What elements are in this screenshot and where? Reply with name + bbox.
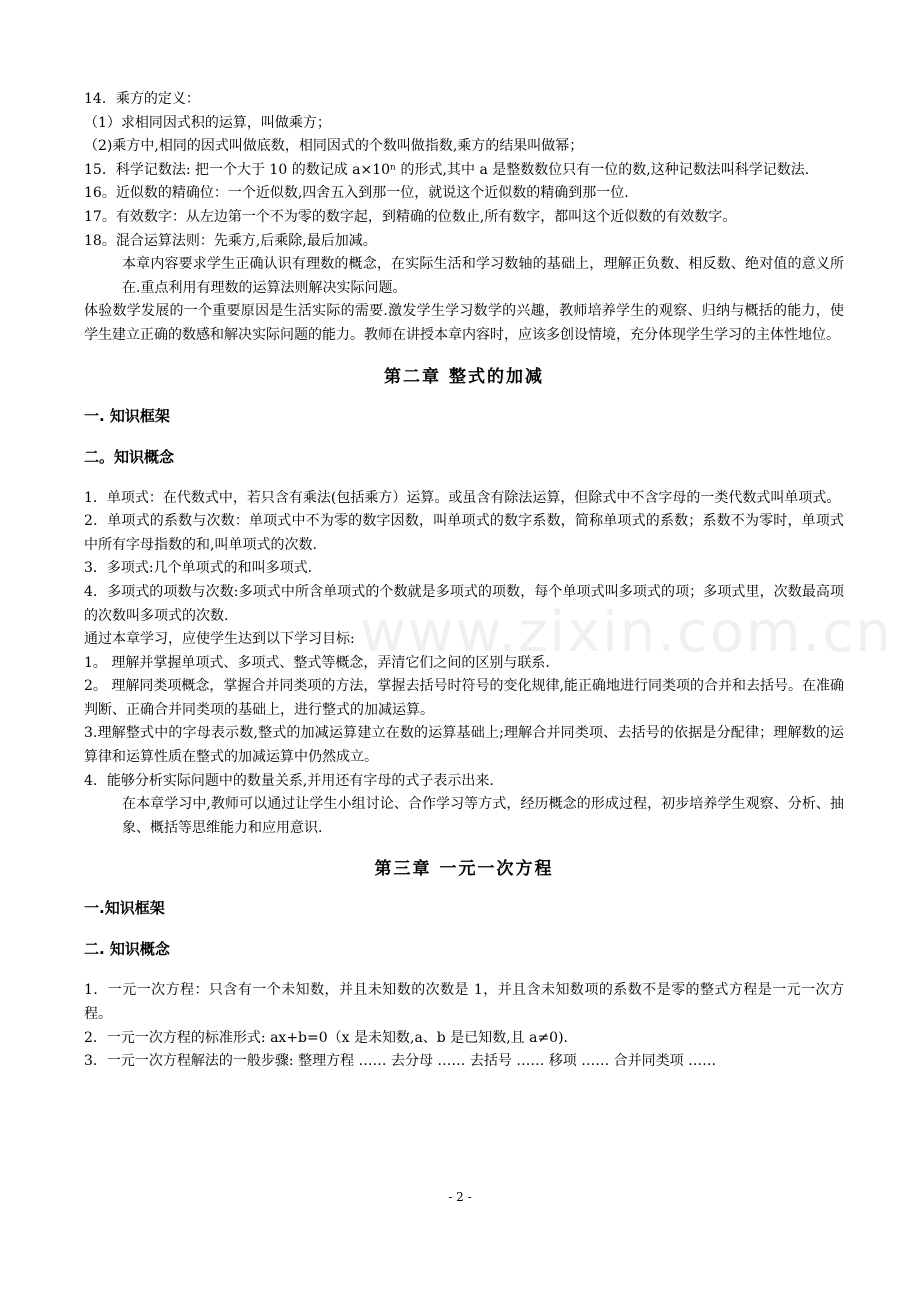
chapter2-title: 第二章 整式的加减 (384, 366, 544, 387)
ch2-summary: 在本章学习中,教师可以通过让学生小组讨论、合作学习等方式，经历概念的形成过程，初步培养学生观察、分析、抽象、概括等思维能力和应用意识. (122, 796, 844, 836)
document-page (84, 88, 844, 1074)
chapter3-concepts-heading: 二. 知识概念 (84, 940, 170, 959)
watermark: www.zixin.com.cn (360, 600, 893, 665)
ch2-goals-intro: 通过本章学习，应使学生达到以下学习目标: (84, 631, 355, 648)
para-15: 15．科学记数法: 把一个大于 10 的数记成 a×10ⁿ 的形式,其中 a 是整数数位只有一位的数,这种记数法叫科学记数法. (84, 161, 810, 178)
ch3-item-1: 1．一元一次方程：只含有一个未知数，并且未知数的次数是 1，并且含未知数项的系数不是零的整式方程是一元一次方程。 (84, 982, 844, 1023)
ch2-goal-2: 2。 理解同类项概念，掌握合并同类项的方法，掌握去括号时符号的变化规律,能正确地进行同类项的合并和去括号。在准确判断、正确合并同类项的基础上，进行整式的加减运算。 (84, 678, 844, 718)
ch3-item-2: 2．一元一次方程的标准形式: ax+b=0（x 是未知数,a、b 是已知数,且 a≠0). (84, 1029, 568, 1046)
para-14-2: （2)乘方中,相同的因式叫做底数，相同因式的个数叫做指数,乘方的结果叫做幂； (84, 138, 584, 155)
page-number: - 2 - (448, 1190, 472, 1204)
chapter2-framework-heading: 一. 知识框架 (84, 406, 170, 425)
ch2-goal-3: 3.理解整式中的字母表示数,整式的加减运算建立在数的运算基础上;理解合并同类项、去括号的依据是分配律；理解数的运算律和运算性质在整式的加减运算中仍然成立。 (84, 725, 844, 766)
para-14-1: （1）求相同因式积的运算，叫做乘方； (84, 114, 331, 131)
para-18: 18。混合运算法则：先乘方,后乘除,最后加减。 (84, 232, 377, 249)
ch2-item-1: 1．单项式：在代数式中，若只含有乘法(包括乘方）运算。或虽含有除法运算，但除式中不含字母的一类代数式叫单项式。 (84, 489, 841, 506)
ch3-item-3: 3．一元一次方程解法的一般步骤: 整理方程 …… 去分母 …… 去括号 …… 移项 …… 合并同类项 …… (84, 1053, 717, 1070)
para-14: 14．乘方的定义： (84, 91, 200, 107)
chapter2-concepts-heading: 二。知识概念 (84, 447, 175, 466)
ch2-item-3: 3．多项式:几个单项式的和叫多项式. (84, 560, 313, 577)
chapter1-summary-2: 体验数学发展的一个重要原因是生活实际的需要.激发学生学习数学的兴趣，教师培养学生的观察、归纳与概括的能力，使学生建立正确的数感和解决实际问题的能力。教师在讲授本章内容时，应该多创设情境，充分体现学生学习的主体性地位。 (84, 303, 844, 343)
ch2-item-2: 2．单项式的系数与次数：单项式中不为零的数字因数，叫单项式的数字系数，简称单项式的系数；系数不为零时，单项式中所有字母指数的和,叫单项式的次数. (84, 513, 844, 553)
chapter1-summary: 本章内容要求学生正确认识有理数的概念，在实际生活和学习数轴的基础上，理解正负数、相反数、绝对值的意义所在.重点利用有理数的运算法则解决实际问题。 (122, 256, 844, 296)
chapter3-framework-heading: 一.知识框架 (84, 899, 165, 918)
ch2-goal-4: 4．能够分析实际问题中的数量关系,并用还有字母的式子表示出来. (84, 772, 494, 789)
ch2-item-4: 4．多项式的项数与次数:多项式中所含单项式的个数就是多项式的项数，每个单项式叫多项式的项；多项式里，次数最高项的次数叫多项式的次数. (84, 583, 844, 624)
ch2-goal-1: 1。 理解并掌握单项式、多项式、整式等概念，弄清它们之间的区别与联系. (84, 654, 550, 671)
chapter3-title: 第三章 一元一次方程 (374, 859, 554, 880)
para-17: 17。有效数字：从左边第一个不为零的数字起，到精确的位数止,所有数字，都叫这个近似数的有效数字。 (84, 208, 737, 225)
para-16: 16。近似数的精确位：一个近似数,四舍五入到那一位，就说这个近似数的精确到那一位. (84, 185, 629, 202)
